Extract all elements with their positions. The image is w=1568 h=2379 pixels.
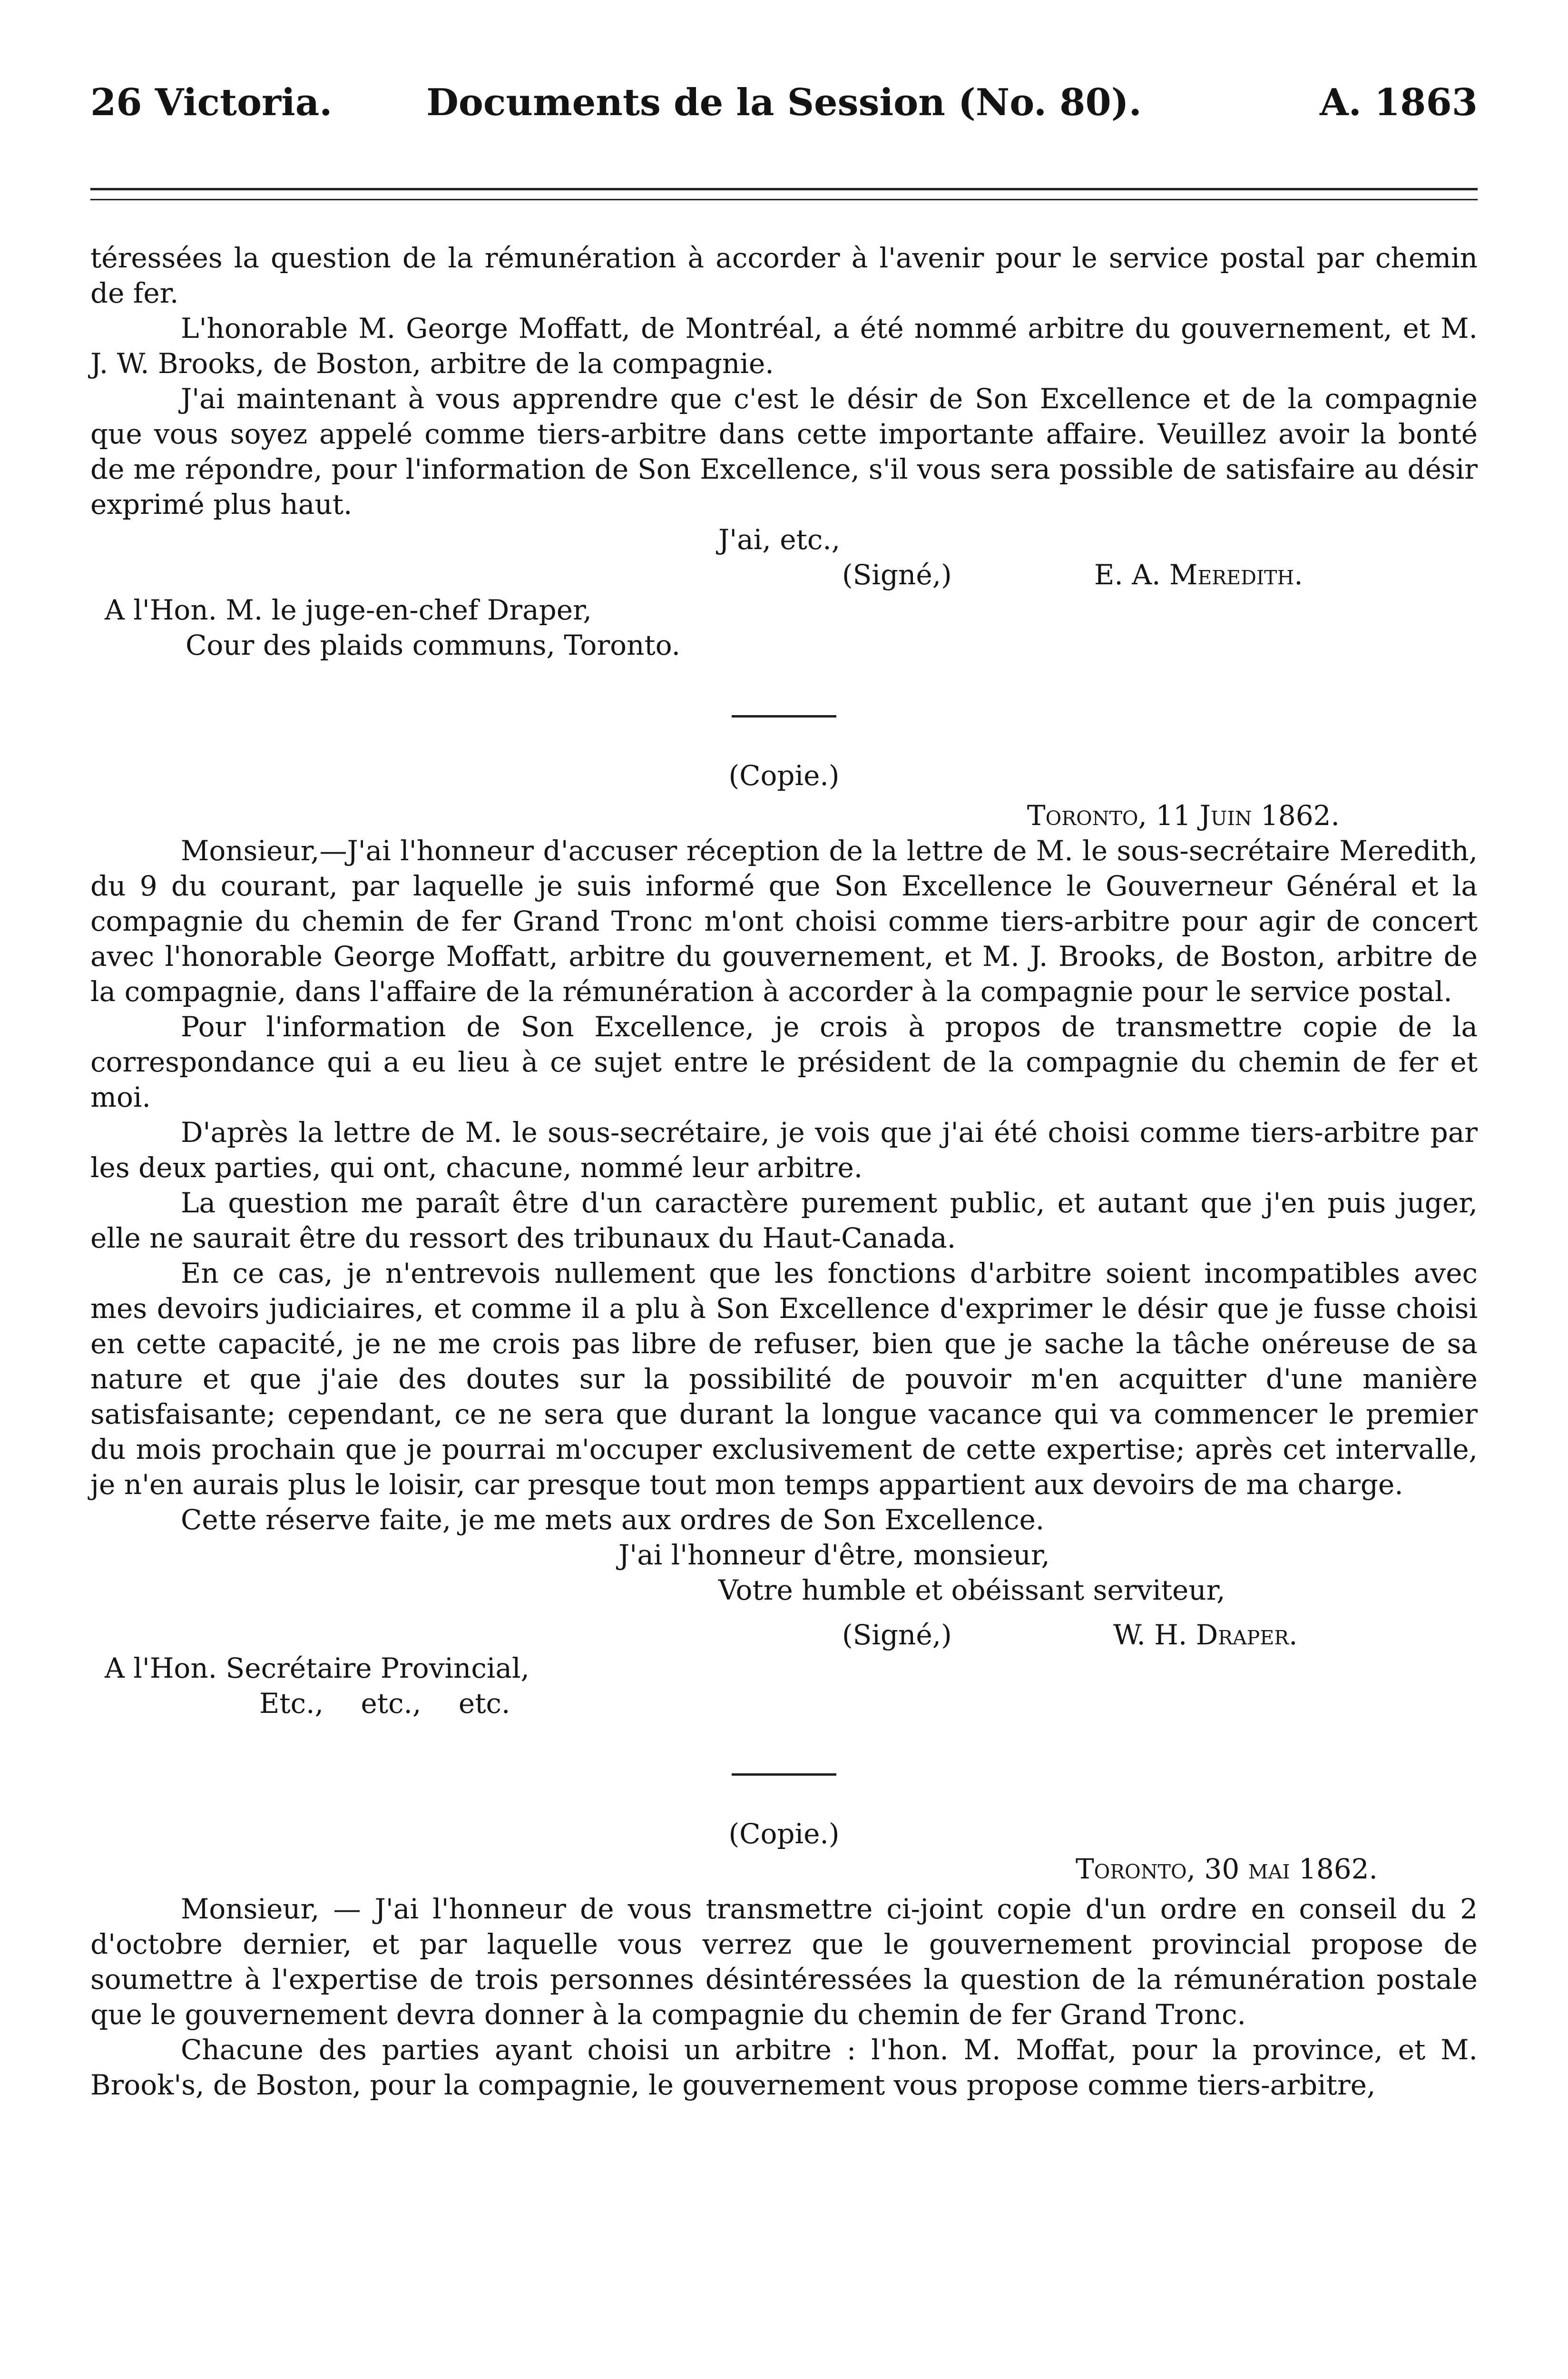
- letter1-signe: (Signé,): [842, 559, 952, 591]
- letter2-paragraph-2: Pour l'information de Son Excellence, je crois à propos de transmettre copie de la correspondance qui a eu lieu à ce sujet entre le président de la compagnie du chemin de fer et moi.: [90, 1011, 1478, 1113]
- letter2-paragraph-3: D'après la lettre de M. le sous-secrétaire, je vois que j'ai été choisi comme tiers-arbitre par les deux parties, qui ont, chacune, nommé leur arbitre.: [90, 1116, 1478, 1184]
- letter2-paragraph-1: Monsieur,—J'ai l'honneur d'accuser réception de la lettre de M. le sous-secrétaire Meredith, du 9 du courant, par laquelle je suis informé que Son Excellence le Gouverneur Général et la compagnie du chemin de fer Grand Tronc m'ont choisi comme tiers-arbitre pour agir de concert avec l'honorable George Moffatt, arbitre du gouvernement, et M. J. Brooks, de Boston, arbitre de la compagnie, dans l'affaire de la rémunération à accorder à la compagnie pour le service postal.: [90, 835, 1478, 1008]
- letter2-closing-1: J'ai l'honneur d'être, monsieur,: [618, 1539, 1050, 1571]
- letter2-paragraph-4: La question me paraît être d'un caractère purement public, et autant que j'en puis juger, elle ne saurait être du ressort des tribunaux du Haut-Canada.: [90, 1187, 1478, 1254]
- letter1-paragraph-3: J'ai maintenant à vous apprendre que c'est le désir de Son Excellence et de la compagnie que vous soyez appelé comme tiers-arbitre dans cette importante affaire. Veuillez avoir la bonté de me répondre, pour l'information de Son Excellence, s'il vous sera possible de satisfaire au désir exprimé plus haut.: [90, 383, 1478, 521]
- letter2-paragraph-5: En ce cas, je n'entrevois nullement que les fonctions d'arbitre soient incompatibles avec mes devoirs judiciaires, et comme il a plu à Son Excellence d'exprimer le désir que je fusse choisi en cette capacité, je ne me crois pas libre de refuser, bien que je sache la tâche onéreuse de sa nature et que j'aie des doutes sur la possibilité de pouvoir m'en acquitter d'une manière satisfaisante; cependant, ce ne sera que durant la longue vacance qui va commencer le premier du mois prochain que je pourrai m'occuper exclusivement de cette expertise; après cet intervalle, je n'en aurais plus le loisir, car presque tout mon temps appartient aux devoirs de ma charge.: [90, 1257, 1478, 1501]
- letter1-address-line-1: A l'Hon. M. le juge-en-chef Draper,: [105, 594, 592, 626]
- document-body: [90, 240, 1478, 2103]
- letter1-paragraph-2: L'honorable M. George Moffatt, de Montréal, a été nommé arbitre du gouvernement, et M. J. W. Brooks, de Boston, arbitre de la compagnie.: [90, 312, 1478, 380]
- letter1-etc: J'ai, etc.,: [718, 523, 841, 556]
- letter1-signature-line: [90, 557, 1478, 592]
- header-rule: [90, 188, 1478, 200]
- letter2-signature: W. H. Draper.: [1113, 1619, 1298, 1651]
- section-separator-2: [732, 1773, 836, 1776]
- letter3-place-date: Toronto, 30 mai 1862.: [1076, 1853, 1378, 1885]
- letter3-paragraph-1: Monsieur, — J'ai l'honneur de vous transmettre ci-joint copie d'un ordre en conseil du 2 d'octobre dernier, et par laquelle vous verrez que le gouvernement provincial propose de soumettre à l'expertise de trois personnes désintéressées la question de la rémunération postale que le gouvernement devra donner à la compagnie du chemin de fer Grand Tronc.: [90, 1893, 1478, 2031]
- letter2-place-date: Toronto, 11 Juin 1862.: [1027, 799, 1340, 832]
- letter2-copie: (Copie.): [728, 759, 840, 792]
- letter2-address-line-2: Etc., etc., etc.: [259, 1687, 510, 1720]
- letter2-closing-2: Votre humble et obéissant serviteur,: [718, 1574, 1225, 1606]
- section-separator-1: [732, 715, 836, 718]
- letter2-signe: (Signé,): [842, 1619, 952, 1651]
- letter2-address-line-1: A l'Hon. Secrétaire Provincial,: [105, 1652, 529, 1684]
- header-volume: 26 Victoria.: [90, 81, 333, 124]
- letter1-signature: E. A. Meredith.: [1094, 559, 1303, 591]
- letter1-address-line-2: Cour des plaids communs, Toronto.: [186, 629, 681, 661]
- header-year: A. 1863: [1320, 81, 1478, 124]
- letter3-paragraph-2: Chacune des parties ayant choisi un arbitre : l'hon. M. Moffat, pour la province, et M. Brook's, de Boston, pour la compagnie, le gouvernement vous propose comme tiers-arbitre,: [90, 2034, 1478, 2101]
- page-header: [90, 81, 1478, 143]
- letter1-paragraph-1: téressées la question de la rémunération à accorder à l'avenir pour le service postal par chemin de fer.: [90, 242, 1478, 309]
- letter2-paragraph-6: Cette réserve faite, je me mets aux ordres de Son Excellence.: [181, 1504, 1045, 1536]
- letter3-copie: (Copie.): [728, 1818, 840, 1850]
- letter2-signature-line: [90, 1608, 1478, 1651]
- header-title: Documents de la Session (No. 80).: [426, 81, 1142, 124]
